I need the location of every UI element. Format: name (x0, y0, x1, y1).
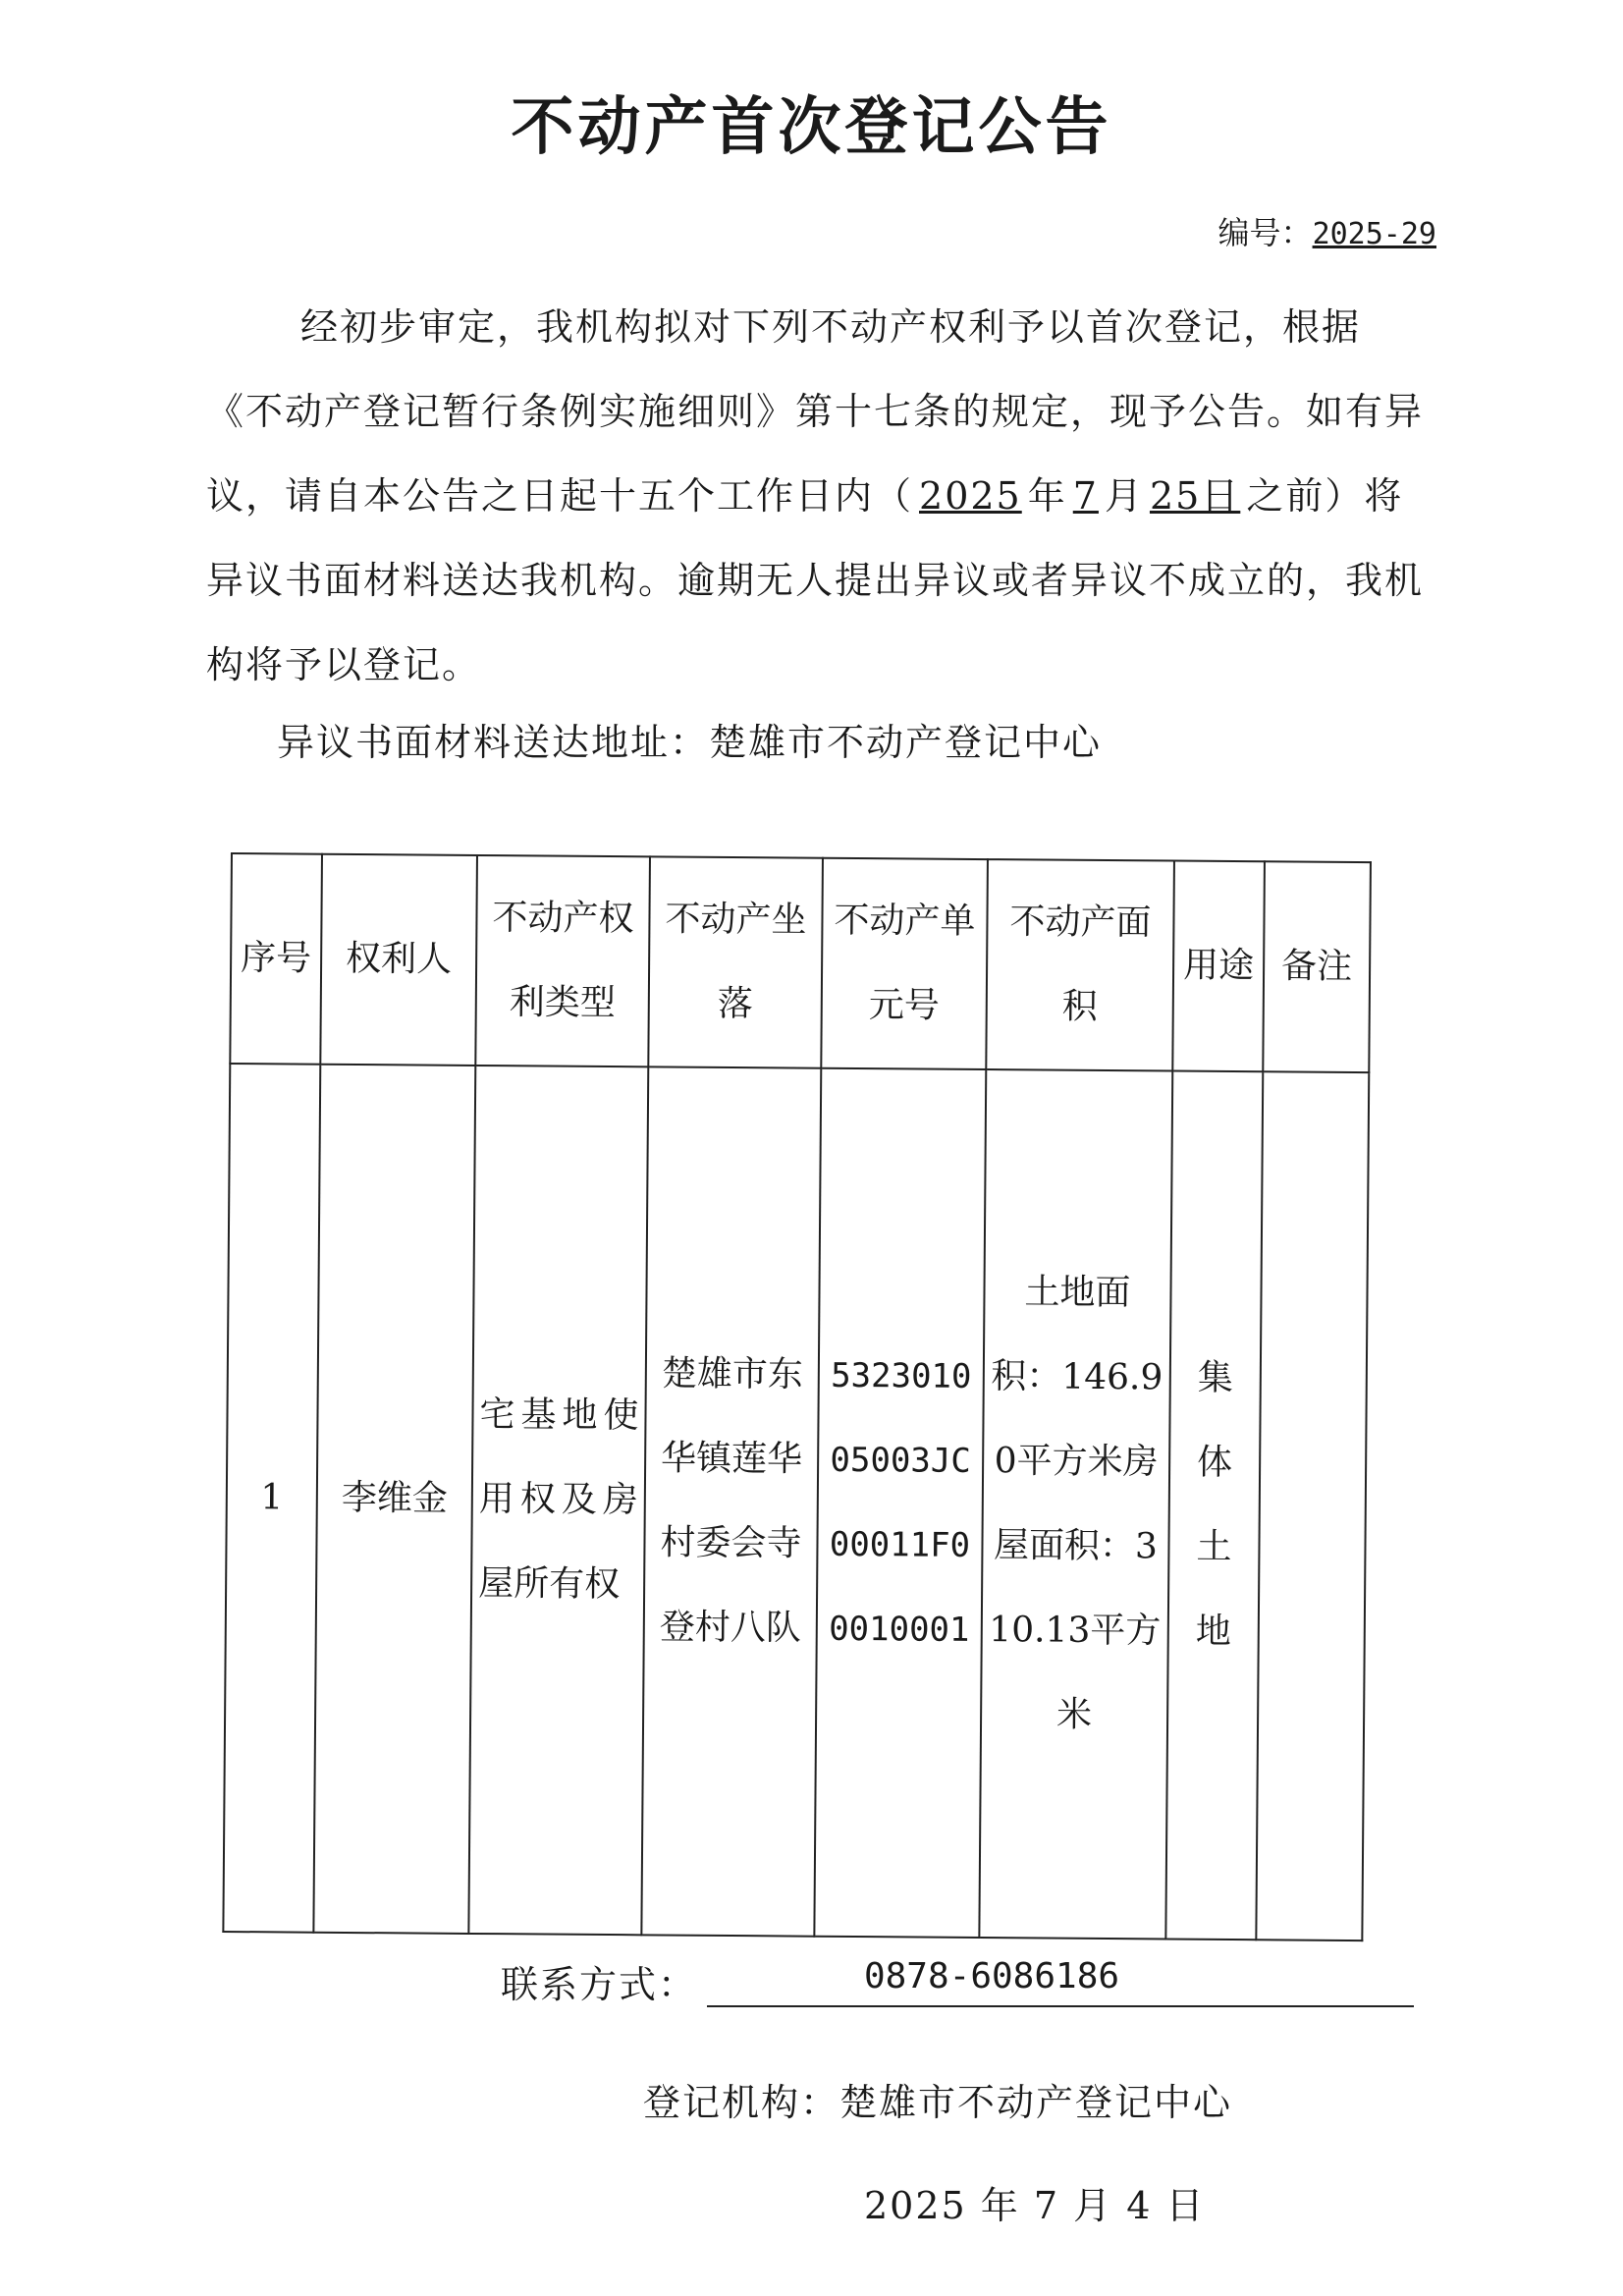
cell-remark (1256, 1071, 1369, 1941)
header-seq: 序号 (230, 853, 322, 1065)
header-unit-no: 不动产单元号 (821, 858, 988, 1069)
notice-date: 2025 年 7 月 4 日 (864, 2184, 1206, 2227)
table-header-row (230, 853, 1371, 1072)
registration-table (222, 852, 1372, 1941)
deadline-month-unit: 月 (1104, 474, 1144, 518)
contact-label: 联系方式： (501, 1963, 698, 2006)
notice-number-value: 2025-29 (1312, 217, 1436, 251)
contact-phone: 0878-6086186 (863, 1956, 1120, 1996)
deadline-month: 7 (1072, 474, 1099, 518)
page-title: 不动产首次登记公告 (511, 91, 1112, 164)
notice-number (1218, 208, 1436, 253)
contact-underline (707, 2005, 1414, 2007)
objection-address: 异议书面材料送达地址：楚雄市不动产登记中心 (277, 721, 1103, 764)
deadline-year-unit: 年 (1027, 474, 1067, 518)
header-usage: 用途 (1172, 861, 1265, 1072)
notice-number-label: 编号： (1217, 214, 1313, 251)
cell-unit-no: 532301005003JC00011F00010001 (814, 1068, 986, 1938)
cell-seq: 1 (223, 1064, 320, 1933)
notice-body (206, 285, 1434, 707)
deadline-year: 2025 (919, 474, 1022, 518)
cell-right-type: 宅基地使用权及房屋所有权 (468, 1066, 648, 1935)
deadline-day: 25日 (1149, 474, 1241, 518)
cell-usage: 集体土地 (1165, 1071, 1263, 1941)
header-location: 不动产坐落 (648, 856, 823, 1067)
registration-org: 登记机构：楚雄市不动产登记中心 (643, 2081, 1233, 2124)
header-right-type: 不动产权利类型 (475, 855, 650, 1066)
notice-body-part1: 经初步审定，我机构拟对下列不动产权利予以首次登记，根据《不动产登记暂行条例实施细则》第十七条的规定，现予公告。如有异议，请自本公告之日起十五个工作日内（ (206, 305, 1425, 518)
header-holder: 权利人 (320, 854, 477, 1066)
header-remark: 备注 (1263, 861, 1371, 1072)
cell-location: 楚雄市东华镇莲华村委会寺登村八队 (641, 1066, 821, 1936)
cell-holder: 李维金 (313, 1065, 475, 1934)
cell-area: 土地面积：146.90平方米房屋面积：310.13平方米 (979, 1069, 1172, 1939)
table-row (223, 1064, 1369, 1941)
notice-body-part2: 之前）将异议书面材料送达我机构。逾期无人提出异议或者异议不成立的，我机构将予以登记。 (206, 474, 1425, 686)
header-area: 不动产面积 (986, 859, 1174, 1070)
